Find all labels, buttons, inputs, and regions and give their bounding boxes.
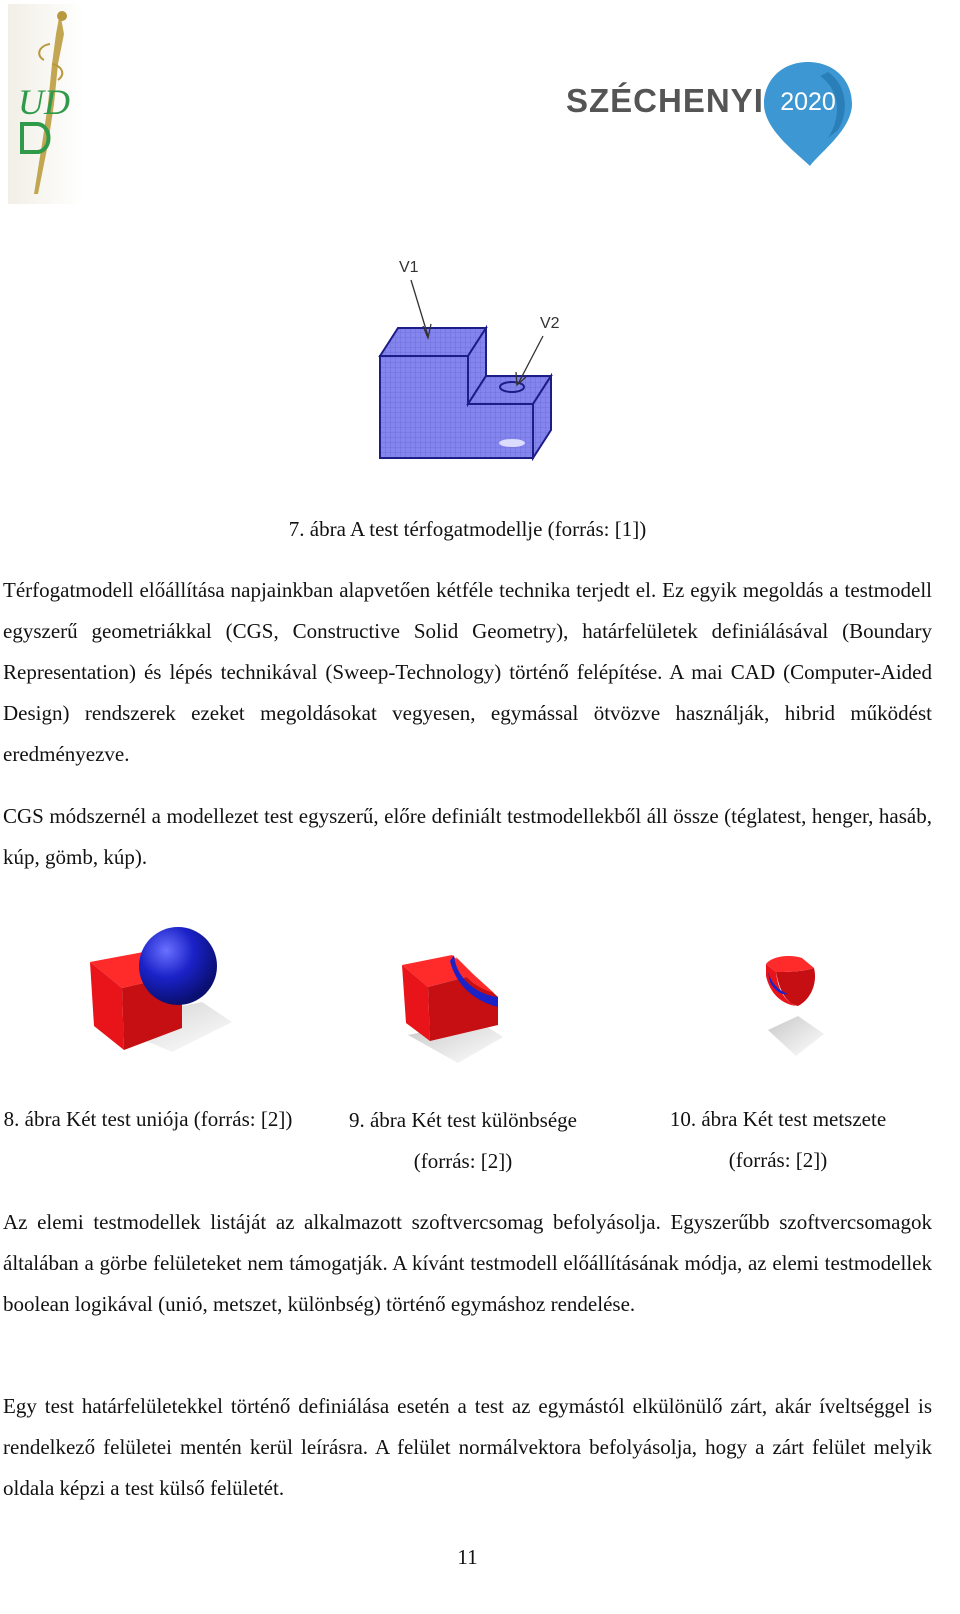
- figure-9-difference-image: [398, 945, 518, 1070]
- figure-8-union-image: [82, 922, 232, 1072]
- paragraph-2: CGS módszernél a modellezet test egyszerű, előre definiált testmodellekből áll össze (téglatest, henger, hasáb, kúp, gömb, kúp).: [3, 804, 932, 869]
- map-pin-icon: [758, 58, 858, 170]
- year-label: 2020: [780, 88, 836, 116]
- paragraph-4: Egy test határfelületekkel történő definiálása esetén a test az egymástól elkülönülő zárt, akár íveltséggel is rendelkező felületei mentén kerül leírásra. A felület normálvektora befolyásolja, hogy a zárt felület melyik oldala képzi a test külső felületét.: [3, 1394, 932, 1500]
- university-logo: [8, 4, 84, 204]
- paragraph-1: Térfogatmodell előállítása napjainkban alapvetően kétféle technika terjedt el. Ez egyik megoldás a testmodell egyszerű geometriákkal (CGS, Constructive Solid Geometry), határfelületek definiálásával (Boundary Representation) és lépés technikával (Sweep-Technology) történő felépítése. A mai CAD (Computer-Aided Design) rendszerek ezeket megoldásokat vegyesen, egymással ötvözve használják, hibrid működést eredményezve.: [3, 578, 932, 766]
- szechenyi-2020-logo: [562, 58, 862, 173]
- figure-10-intersection-image: [762, 950, 828, 1062]
- figure-10-caption: 10. ábra Két test metszete (forrás: [2]): [669, 1107, 887, 1172]
- figure-9-caption: 9. ábra Két test különbsége (forrás: [2]): [348, 1108, 578, 1173]
- label-v2: V2: [540, 315, 560, 332]
- figure-7-caption: 7. ábra A test térfogatmodellje (forrás: [1]): [288, 517, 647, 541]
- paragraph-3: Az elemi testmodellek listáját az alkalmazott szoftvercsomag befolyásolja. Egyszerűbb szoftvercsomagok általában a görbe felületeket nem támogatják. A kívánt testmodell előállításának módja, az elemi testmodellek boolean logikával (unió, metszet, különbség) történő egymáshoz rendelése.: [3, 1210, 932, 1316]
- figure-7-volume-model: [375, 252, 565, 464]
- label-v1: V1: [399, 259, 419, 276]
- szechenyi-text: SZÉCHENYI: [566, 82, 764, 119]
- figure-8-caption: 8. ábra Két test uniója (forrás: [2]): [3, 1107, 293, 1131]
- ud-monogram: UD: [18, 82, 70, 122]
- page-number: 11: [457, 1545, 478, 1569]
